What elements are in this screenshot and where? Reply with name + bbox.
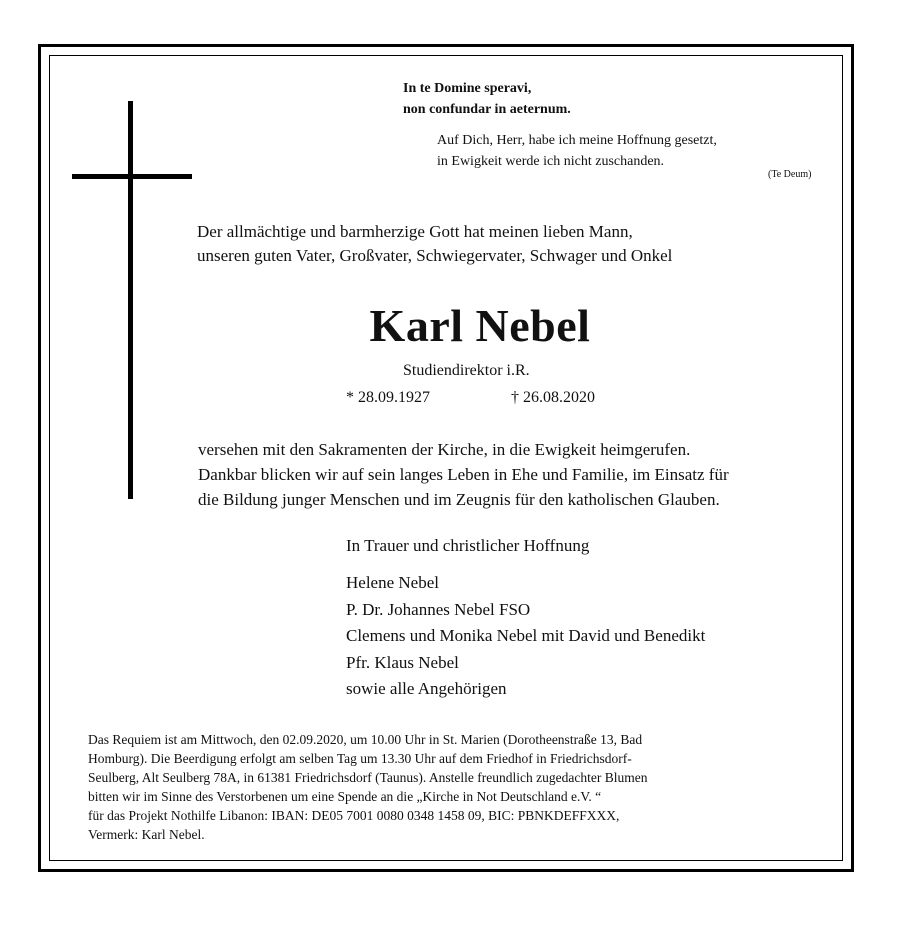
notice-line: Homburg). Die Beerdigung erfolgt am selben Tag um 13.30 Uhr auf dem Friedhof in Friedrichsdorf- bbox=[88, 751, 632, 766]
notice-line: Vermerk: Karl Nebel. bbox=[88, 827, 205, 842]
body-line: versehen mit den Sakramenten der Kirche, in die Ewigkeit heimgerufen. bbox=[198, 440, 691, 459]
family-member: Pfr. Klaus Nebel bbox=[346, 652, 459, 672]
family-list bbox=[346, 570, 705, 703]
quote-source: (Te Deum) bbox=[768, 169, 812, 180]
deceased-title: Studiendirektor i.R. bbox=[403, 362, 530, 379]
family-member: sowie alle Angehörigen bbox=[346, 679, 507, 698]
german-quote-line: Auf Dich, Herr, habe ich meine Hoffnung gesetzt, bbox=[437, 133, 717, 148]
notice-line: bitten wir im Sinne des Verstorbenen um eine Spende an die „Kirche in Not Deutschland e.V. “ bbox=[88, 789, 602, 804]
notice-line: für das Projekt Nothilfe Libanon: IBAN: DE05 7001 0080 0348 1458 09, BIC: PBNKDEFFXXX, bbox=[88, 808, 620, 823]
intro-line: unseren guten Vater, Großvater, Schwiegervater, Schwager und Onkel bbox=[197, 246, 673, 265]
notice-line: Seulberg, Alt Seulberg 78A, in 61381 Friedrichsdorf (Taunus). Anstelle freundlich zugedachter Blumen bbox=[88, 770, 648, 785]
intro-text bbox=[197, 220, 672, 268]
cross-icon-bar bbox=[72, 174, 192, 179]
body-text bbox=[198, 437, 729, 512]
family-member: Helene Nebel bbox=[346, 573, 439, 592]
german-quote-line: in Ewigkeit werde ich nicht zuschanden. bbox=[437, 154, 665, 169]
body-line: die Bildung junger Menschen und im Zeugnis für den katholischen Glauben. bbox=[198, 490, 720, 509]
intro-line: Der allmächtige und barmherzige Gott hat meinen lieben Mann, bbox=[197, 222, 633, 241]
notice-line: Das Requiem ist am Mittwoch, den 02.09.2020, um 10.00 Uhr in St. Marien (Dorotheenstraße 13, Bad bbox=[88, 732, 643, 747]
funeral-notice bbox=[88, 730, 647, 844]
birth-date: * 28.09.1927 bbox=[346, 389, 430, 406]
german-quote bbox=[437, 130, 717, 172]
latin-quote-line: non confundar in aeternum. bbox=[403, 102, 571, 117]
death-date: † 26.08.2020 bbox=[511, 389, 595, 406]
deceased-name: Karl Nebel bbox=[369, 300, 591, 351]
latin-quote bbox=[403, 78, 571, 120]
body-line: Dankbar blicken wir auf sein langes Leben in Ehe und Familie, im Einsatz für bbox=[198, 465, 729, 484]
latin-quote-line: In te Domine speravi, bbox=[403, 81, 532, 96]
family-member: Clemens und Monika Nebel mit David und Benedikt bbox=[346, 626, 706, 645]
family-member: P. Dr. Johannes Nebel FSO bbox=[346, 599, 531, 619]
mourning-line: In Trauer und christlicher Hoffnung bbox=[346, 536, 590, 555]
